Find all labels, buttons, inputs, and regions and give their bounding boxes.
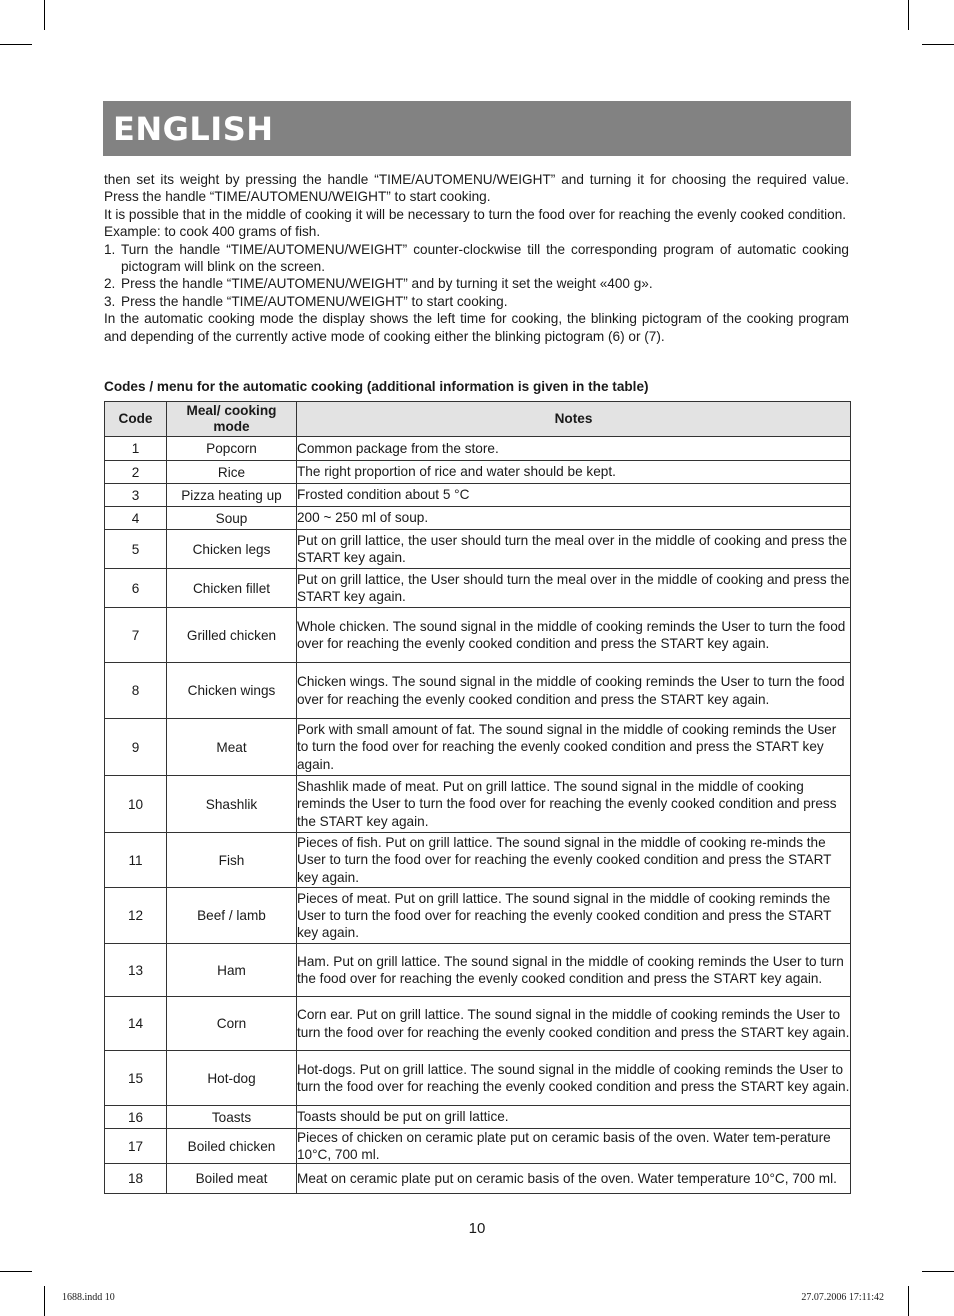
table-row bbox=[105, 461, 851, 484]
row-notes: Common package from the store. bbox=[297, 437, 851, 461]
row-notes: Whole chicken. The sound signal in the middle of cooking reminds the User to turn the food over for reaching the evenly cooked condition and press the START key again. bbox=[297, 608, 851, 663]
table-row bbox=[105, 776, 851, 833]
row-notes: Shashlik made of meat. Put on grill lattice. The sound signal in the middle of cooking reminds the User to turn the food over for reaching the evenly cooked condition and press the START key again. bbox=[297, 776, 851, 833]
step-item bbox=[104, 275, 849, 292]
table-row bbox=[105, 437, 851, 461]
row-notes: Chicken wings. The sound signal in the middle of cooking reminds the User to turn the food over for reaching the evenly cooked condition and press the START key again. bbox=[297, 663, 851, 719]
row-code: 6 bbox=[105, 569, 167, 608]
row-meal: Shashlik bbox=[167, 776, 297, 833]
row-notes: Hot-dogs. Put on grill lattice. The sound signal in the middle of cooking reminds the User to turn the food over for reaching the evenly cooked condition and press the START key again. bbox=[297, 1051, 851, 1106]
crop-mark bbox=[908, 1286, 909, 1316]
row-notes: Ham. Put on grill lattice. The sound signal in the middle of cooking reminds the User to turn the food over for reaching the evenly cooked condition and press the START key again. bbox=[297, 944, 851, 997]
row-meal: Boiled meat bbox=[167, 1164, 297, 1194]
row-meal: Chicken wings bbox=[167, 663, 297, 719]
row-notes: Put on grill lattice, the user should turn the meal over in the middle of cooking and press the START key again. bbox=[297, 530, 851, 569]
intro-paragraph: then set its weight by pressing the handle “TIME/AUTOMENU/WEIGHT” and turning it for choosing the required value. Press the handle “TIME/AUTOMENU/WEIGHT” to start cooking. bbox=[104, 172, 849, 205]
slug-file: 1688.indd 10 bbox=[62, 1292, 115, 1303]
row-code: 12 bbox=[105, 888, 167, 944]
slug-timestamp: 27.07.2006 17:11:42 bbox=[801, 1292, 884, 1303]
row-notes: Pieces of chicken on ceramic plate put on ceramic basis of the oven. Water tem-perature 10°C, 700 ml. bbox=[297, 1129, 851, 1164]
step-text: Turn the handle “TIME/AUTOMENU/WEIGHT” counter-clockwise till the corresponding program of automatic cooking pictogram will blink on the screen. bbox=[121, 241, 849, 275]
row-meal: Soup bbox=[167, 507, 297, 530]
crop-mark bbox=[922, 44, 954, 45]
row-meal: Corn bbox=[167, 997, 297, 1051]
example-steps bbox=[104, 241, 849, 311]
row-code: 14 bbox=[105, 997, 167, 1051]
language-title: ENGLISH bbox=[113, 109, 274, 148]
table-row bbox=[105, 507, 851, 530]
row-notes: Pieces of meat. Put on grill lattice. The sound signal in the middle of cooking reminds the User to turn the food over for reaching the evenly cooked condition and press the START key again. bbox=[297, 888, 851, 944]
row-meal: Toasts bbox=[167, 1106, 297, 1129]
step-number: 1. bbox=[104, 241, 116, 257]
row-meal: Chicken fillet bbox=[167, 569, 297, 608]
row-code: 2 bbox=[105, 461, 167, 484]
table-row bbox=[105, 997, 851, 1051]
row-meal: Fish bbox=[167, 833, 297, 888]
table-row bbox=[105, 1106, 851, 1129]
crop-mark bbox=[0, 44, 32, 45]
row-notes: Frosted condition about 5 °C bbox=[297, 484, 851, 507]
row-meal: Meat bbox=[167, 719, 297, 776]
step-text: Press the handle “TIME/AUTOMENU/WEIGHT” to start cooking. bbox=[121, 293, 508, 309]
auto-cooking-table bbox=[104, 401, 851, 1194]
row-code: 8 bbox=[105, 663, 167, 719]
row-code: 15 bbox=[105, 1051, 167, 1106]
table-row bbox=[105, 484, 851, 507]
table-row bbox=[105, 833, 851, 888]
crop-mark bbox=[908, 0, 909, 30]
row-code: 17 bbox=[105, 1129, 167, 1164]
table-header-row bbox=[105, 402, 851, 437]
row-notes: The right proportion of rice and water should be kept. bbox=[297, 461, 851, 484]
step-number: 3. bbox=[104, 293, 116, 309]
row-notes: Pork with small amount of fat. The sound signal in the middle of cooking reminds the User to turn the food over for reaching the evenly cooked condition and press the START key again. bbox=[297, 719, 851, 776]
header-meal: Meal/ cooking mode bbox=[167, 402, 297, 437]
row-meal: Ham bbox=[167, 944, 297, 997]
table-row bbox=[105, 569, 851, 608]
row-code: 4 bbox=[105, 507, 167, 530]
step-item bbox=[104, 241, 849, 276]
table-row bbox=[105, 663, 851, 719]
row-meal: Popcorn bbox=[167, 437, 297, 461]
table-row bbox=[105, 1051, 851, 1106]
row-code: 16 bbox=[105, 1106, 167, 1129]
row-notes: Put on grill lattice, the User should turn the meal over in the middle of cooking and press the START key again. bbox=[297, 569, 851, 608]
row-code: 18 bbox=[105, 1164, 167, 1194]
row-meal: Beef / lamb bbox=[167, 888, 297, 944]
header-code: Code bbox=[105, 402, 167, 437]
row-code: 9 bbox=[105, 719, 167, 776]
row-meal: Grilled chicken bbox=[167, 608, 297, 663]
row-code: 10 bbox=[105, 776, 167, 833]
language-banner bbox=[103, 101, 851, 156]
intro-text bbox=[104, 171, 849, 345]
row-code: 11 bbox=[105, 833, 167, 888]
row-meal: Boiled chicken bbox=[167, 1129, 297, 1164]
step-text: Press the handle “TIME/AUTOMENU/WEIGHT” and by turning it set the weight «400 g». bbox=[121, 276, 653, 292]
header-notes: Notes bbox=[297, 402, 851, 437]
crop-mark bbox=[44, 1286, 45, 1316]
table-row bbox=[105, 888, 851, 944]
table-row bbox=[105, 608, 851, 663]
row-notes: 200 ~ 250 ml of soup. bbox=[297, 507, 851, 530]
row-code: 13 bbox=[105, 944, 167, 997]
row-notes: Meat on ceramic plate put on ceramic basis of the oven. Water temperature 10°C, 700 ml. bbox=[297, 1164, 851, 1194]
table-row bbox=[105, 1164, 851, 1194]
row-notes: Toasts should be put on grill lattice. bbox=[297, 1106, 851, 1129]
table-row bbox=[105, 1129, 851, 1164]
intro-paragraph: It is possible that in the middle of cooking it will be necessary to turn the food over for reaching the evenly cooked condition. bbox=[104, 206, 847, 222]
table-row bbox=[105, 719, 851, 776]
row-meal: Chicken legs bbox=[167, 530, 297, 569]
step-item bbox=[104, 293, 849, 310]
row-code: 5 bbox=[105, 530, 167, 569]
crop-mark bbox=[44, 0, 45, 30]
table-row bbox=[105, 530, 851, 569]
crop-mark bbox=[922, 1271, 954, 1272]
row-meal: Rice bbox=[167, 461, 297, 484]
row-notes: Corn ear. Put on grill lattice. The sound signal in the middle of cooking reminds the User to turn the food over for reaching the evenly cooked condition and press the START key again. bbox=[297, 997, 851, 1051]
row-notes: Pieces of fish. Put on grill lattice. The sound signal in the middle of cooking re-minds the User to turn the food over for reaching the evenly cooked condition and press the START key again. bbox=[297, 833, 851, 888]
table-heading: Codes / menu for the automatic cooking (additional information is given in the table) bbox=[104, 379, 649, 394]
row-meal: Hot-dog bbox=[167, 1051, 297, 1106]
page-number: 10 bbox=[468, 1220, 486, 1237]
step-number: 2. bbox=[104, 276, 116, 292]
row-code: 7 bbox=[105, 608, 167, 663]
row-meal: Pizza heating up bbox=[167, 484, 297, 507]
row-code: 1 bbox=[105, 437, 167, 461]
crop-mark bbox=[0, 1271, 32, 1272]
row-code: 3 bbox=[105, 484, 167, 507]
table-row bbox=[105, 944, 851, 997]
intro-paragraph: In the automatic cooking mode the display shows the left time for cooking, the blinking pictogram of the cooking program and depending of the currently active mode of cooking either the blinking pictogram (6) or (7). bbox=[104, 311, 849, 344]
intro-paragraph: Example: to cook 400 grams of fish. bbox=[104, 224, 321, 240]
